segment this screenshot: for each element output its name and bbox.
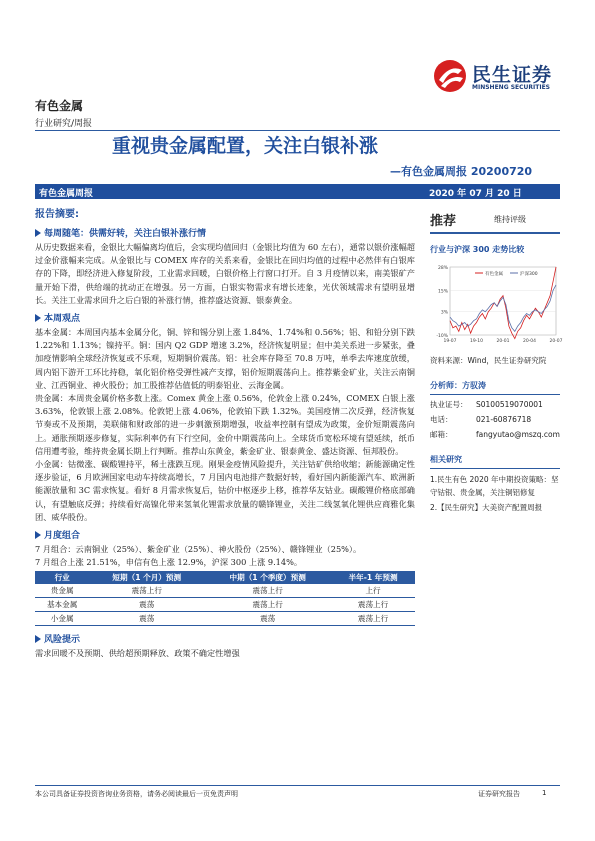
chart-source: 资料来源：Wind，民生证券研究院 — [430, 356, 547, 365]
legend-label: 沪深300 — [520, 272, 538, 277]
page-number: 1 — [542, 789, 547, 797]
related-item[interactable]: 1.民生有色 2020 年中期投资策略：坚守钴银、贵金属，关注铜铝修复 — [430, 475, 559, 497]
chart-title: 行业与沪深 300 走势比较 — [430, 245, 525, 254]
table-cell: 震荡上行 — [204, 584, 331, 598]
report-subtitle: —有色金属周报 20200720 — [390, 165, 533, 178]
bar-date: 2020 年 07 月 20 日 — [429, 189, 522, 199]
analyst-rule — [430, 394, 560, 395]
table-cell: 震荡 — [89, 598, 204, 612]
rating-label: 推荐 — [430, 214, 457, 229]
section-weekly-view-title: 本周观点 — [44, 314, 81, 325]
combo-line-1: 7 月组合：云南铜业（25%）、紫金矿业（25%）、神火股份（25%）、赣锋锂业（25%）。 — [35, 544, 362, 555]
minor-metals-paragraph: 小金属：钴微涨、碳酸锂持平，稀土涨跌互现。刚果金疫情风险提升，关注钴矿供给收缩；新能源确定性逐步验证，6 月欧洲国家电动车持续高增长，7 月国内电池排产数据好转，看好国内新能源汽车、欧洲新能源放量和 3C 需求恢复。看好 8 月需求恢复后，钴价中枢逐步上移，推荐华友钴业。碳酸锂价格底部确认，有望触底反弹；持续看好高镍化带来氢氧化锂需求放量的赣锋锂业，关注二线氢氧化锂供应商雅化集团、威华股份。 — [35, 459, 415, 522]
x-tick-label: 20-07 — [549, 339, 563, 344]
table-row — [35, 612, 415, 626]
base-metals-paragraph: 基本金属：本周国内基本金属分化，铜、锌和锡分别上涨 1.84%、1.74%和 0.56%；铝、和铅分别下跌 1.22%和 1.13%；镍持平。铜：国内 Q2 GDP 增速 3.2%，经济恢复明显；但中美关系进一步紧张，叠加疫情影响全球经济恢复或不乐观，短期铜价震荡。铝：社会库存降至 70.8 万吨，单季去库速度放缓，周内铝下游开工环比持稳，氧化铝价格受弹性减产支撑，铝价短期震荡向上。推荐紫金矿业，关注云南铜业、江西铜业、神火股份；加工股推荐估值低的明泰铝业、云海金属。 — [35, 327, 415, 390]
analyst-key: 电话： — [430, 415, 453, 424]
forecast-table — [35, 571, 415, 626]
related-rule — [430, 468, 560, 469]
abstract-heading: 报告摘要: — [35, 209, 79, 220]
weekly-essay-body: 从历史数据来看，金银比大幅偏离均值后，会实现均值回归（金银比均值为 60 左右），通常以银价涨幅超过金价涨幅来完成。从金银比与 COMEX 库存的关系来看，金银比在回归均值的过程中必然伴有白银库存的下降，即经济进入修复阶段，工业需求回暖，白银价格上行窗口打开。自 3 月疫情以来，南美银矿产量开始下滑，供给端的扰动正在增强。另一方面，白银实物需求有增长迹象，光伏领域需求有望明显增长。关注工业需求回升之后白银的补涨行情，推荐盛达资源、银泰黄金。 — [35, 242, 415, 305]
analyst-title: 分析师：方驭涛 — [430, 381, 486, 390]
report-type: 行业研究/周报 — [35, 119, 93, 129]
logo-mark-icon — [432, 58, 468, 94]
plot-frame — [450, 267, 556, 335]
table-header-cell: 中期（1 个季度）预测 — [204, 571, 331, 584]
triangle-icon — [35, 314, 41, 322]
table-cell: 贵金属 — [35, 584, 89, 598]
logo — [432, 58, 572, 98]
y-tick-label: -10% — [436, 334, 448, 339]
footer-rule — [35, 785, 560, 786]
section-weekly-view — [35, 311, 415, 324]
legend-label: 有色金属 — [485, 272, 503, 277]
table-cell: 震荡 — [89, 612, 204, 626]
logo-cn: 民生证券 — [472, 64, 553, 86]
x-tick-label: 19-10 — [469, 339, 484, 344]
table-cell: 震荡上行 — [331, 598, 415, 612]
table-header-row — [35, 571, 415, 584]
footer-brand: 证券研究报告 — [478, 790, 520, 798]
table-cell: 基本金属 — [35, 598, 89, 612]
table-cell: 震荡上行 — [331, 612, 415, 626]
y-tick-label: 15% — [437, 289, 448, 295]
table-row — [35, 584, 415, 598]
sidebar — [430, 210, 563, 514]
analyst-row — [430, 399, 560, 410]
section-risk — [35, 632, 415, 645]
related-item[interactable]: 2.【民生研究】大美资产配置周报 — [430, 503, 543, 512]
table-cell: 震荡上行 — [204, 598, 331, 612]
analyst-value: S0100519070001 — [476, 400, 543, 409]
y-tick-label: 3% — [440, 310, 448, 316]
table-cell: 小金属 — [35, 612, 89, 626]
table-row — [35, 598, 415, 612]
section-monthly-combo — [35, 528, 415, 541]
rating-rule — [430, 232, 560, 234]
analyst-email[interactable]: fangyutao@mszq.com — [476, 430, 560, 439]
y-tick-label: 28% — [437, 266, 448, 271]
analyst-value: 021-60876718 — [476, 415, 532, 424]
precious-metals-paragraph: 贵金属：本周贵金属价格多数上涨。Comex 黄金上涨 0.56%，伦敦金上涨 0.24%，COMEX 白银上涨 3.63%，伦敦银上涨 2.08%。伦敦钯上涨 4.06%，伦敦铂下跌 1.32%。美国疫情二次反弹，经济恢复节奏或不及预期，美联储和财政部的进一步刺激预期增强，收益率控制有望成为政策，金价短期震荡向上。通胀预期逐步修复，实际利率仍有下行空间，金价中期震荡向上。全球货币宽松环境有望延续，纸币信用遭考验，维持贵金属长期上行判断。推荐山东黄金，紫金矿业、银泰黄金、盛达资源、恒邦股份。 — [35, 393, 415, 456]
industry-label: 有色金属 — [35, 99, 84, 113]
report-title: 重视贵金属配置，关注白银补涨 — [112, 135, 379, 157]
table-cell: 震荡 — [204, 612, 331, 626]
triangle-icon — [35, 229, 41, 237]
x-tick-label: 20-04 — [522, 339, 537, 344]
abstract-section — [35, 205, 415, 661]
table-header-cell: 短期（1 个月）预测 — [89, 571, 204, 584]
series-line — [450, 267, 556, 339]
section-weekly-essay-title: 每周随笔：供需好转，关注白银补涨行情 — [44, 229, 207, 239]
section-monthly-combo-title: 月度组合 — [44, 531, 81, 542]
table-header-cell: 半年-1 年预测 — [331, 571, 415, 584]
analyst-key: 执业证号： — [430, 400, 468, 409]
x-tick-label: 20-01 — [496, 339, 510, 344]
x-tick-label: 19-07 — [443, 339, 457, 344]
table-cell: 震荡上行 — [89, 584, 204, 598]
rating-value: 维持评级 — [494, 215, 526, 224]
series-line — [450, 285, 556, 332]
risk-text: 需求回暖不及预期、供给超预期释放、政策不确定性增强 — [35, 648, 240, 659]
section-risk-title: 风险提示 — [44, 635, 81, 646]
related-title: 相关研究 — [430, 455, 462, 464]
footer-note: 本公司具备证券投资咨询业务资格，请务必阅读最后一页免责声明 — [35, 790, 238, 798]
section-weekly-essay — [35, 226, 415, 239]
table-cell: 上行 — [331, 584, 415, 598]
analyst-row — [430, 414, 560, 425]
rating-row — [430, 210, 560, 232]
logo-en: MINSHENG SECURITIES — [472, 84, 550, 91]
table-header-cell: 行业 — [35, 571, 89, 584]
triangle-icon — [35, 635, 41, 643]
bar-left-label: 有色金属周报 — [39, 189, 94, 199]
triangle-icon — [35, 531, 41, 539]
combo-line-2: 7 月组合上涨 21.51%，申信有色上涨 12.9%，沪深 300 上涨 9.14%。 — [35, 557, 303, 568]
analyst-key: 邮箱： — [430, 430, 453, 439]
analyst-row — [430, 429, 560, 440]
trend-chart — [430, 259, 563, 349]
header-bar — [35, 184, 560, 199]
